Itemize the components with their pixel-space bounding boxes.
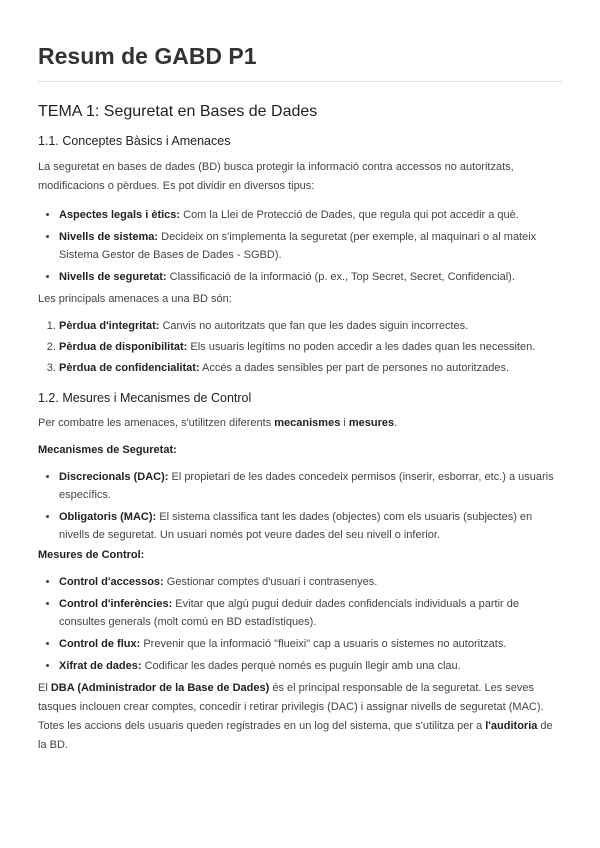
list-item bbox=[59, 657, 562, 675]
item-desc: Els usuaris legítims no poden accedir a les dades quan les necessiten. bbox=[187, 341, 536, 353]
intro-text: . bbox=[394, 417, 398, 429]
item-desc: El sistema classifica tant les dades (objectes) com els usuaris (subjectes) en nivells de seguretat. Un usuari només pot veure dades del seu nivell o inferior. bbox=[59, 511, 533, 541]
item-term: Pèrdua d'integritat: bbox=[59, 320, 160, 332]
dba-bold-term: DBA (Administrador de la Base de Dades) bbox=[50, 682, 270, 694]
intro-text: Per combatre les amenaces, s'utilitzen diferents bbox=[38, 417, 275, 429]
item-term: Control d'inferències: bbox=[59, 598, 173, 610]
intro-bold-measures: mesures bbox=[348, 417, 395, 429]
threats-intro: Les principals amenaces a una BD són: bbox=[38, 293, 232, 305]
dba-bold-audit: l'auditoria bbox=[485, 720, 538, 732]
item-desc: Gestionar comptes d'usuari i contrasenyes. bbox=[163, 576, 378, 588]
item-desc: Prevenir que la informació "flueixi" cap a usuaris o sistemes no autoritzats. bbox=[140, 638, 507, 650]
dba-text: El bbox=[38, 682, 51, 694]
controls-heading: Mesures de Control: bbox=[38, 549, 145, 561]
intro-bold-mechanisms: mecanismes bbox=[274, 417, 341, 429]
item-desc: Evitar que algú pugui deduir dades confidencials individuals a partir de consultes generals (molt comú en BD estadístiques). bbox=[59, 598, 519, 628]
threats-list bbox=[38, 317, 562, 377]
list-item bbox=[59, 508, 562, 544]
list-item bbox=[59, 635, 562, 653]
section-1-2-heading: 1.2. Mesures i Mecanismes de Control bbox=[38, 391, 252, 405]
item-term: Xifrat de dades: bbox=[59, 660, 142, 672]
section-1-2-intro bbox=[38, 414, 562, 433]
item-desc: Decideix on s'implementa la seguretat (per exemple, al maquinari o al mateix Sistema Gestor de Bases de Dades - SGBD). bbox=[59, 231, 537, 261]
dba-text: de la BD. bbox=[38, 720, 553, 751]
item-term: Nivells de sistema: bbox=[59, 231, 159, 243]
section-1-1-intro: La seguretat en bases de dades (BD) busca protegir la informació contra accessos no autoritzats, modificacions o pèrdues. Es pot dividir en diversos tipus: bbox=[38, 161, 514, 192]
item-desc: Canvis no autoritzats que fan que les dades siguin incorrectes. bbox=[159, 320, 469, 332]
mechanisms-list bbox=[38, 468, 562, 544]
item-term: Discrecionals (DAC): bbox=[59, 471, 169, 483]
list-item bbox=[59, 206, 562, 224]
item-desc: El propietari de les dades concedeix permisos (inserir, esborrar, etc.) a usuaris específics. bbox=[59, 471, 554, 501]
list-item bbox=[59, 595, 562, 631]
item-desc: Codificar les dades perquè només es puguin llegir amb una clau. bbox=[141, 660, 461, 672]
list-item bbox=[59, 268, 562, 286]
item-term: Nivells de seguretat: bbox=[59, 271, 167, 283]
controls-list bbox=[38, 573, 562, 675]
section-1-1-heading: 1.1. Conceptes Bàsics i Amenaces bbox=[38, 134, 231, 148]
list-item bbox=[59, 317, 562, 335]
item-term: Obligatoris (MAC): bbox=[59, 511, 157, 523]
page-title: Resum de GABD P1 bbox=[38, 43, 257, 69]
list-item bbox=[59, 228, 562, 264]
list-item bbox=[59, 573, 562, 591]
item-term: Control d'accessos: bbox=[59, 576, 164, 588]
mechanisms-heading: Mecanismes de Seguretat: bbox=[38, 444, 177, 456]
item-desc: Classificació de la informació (p. ex., Top Secret, Secret, Confidencial). bbox=[166, 271, 515, 283]
list-item bbox=[59, 359, 562, 377]
item-term: Control de flux: bbox=[59, 638, 141, 650]
intro-text: i bbox=[340, 417, 349, 429]
list-item bbox=[59, 338, 562, 356]
dba-paragraph bbox=[38, 679, 562, 755]
item-term: Pèrdua de disponibilitat: bbox=[59, 341, 188, 353]
item-term: Aspectes legals i ètics: bbox=[59, 209, 181, 221]
dba-text: és el principal responsable de la seguretat. Les seves tasques inclouen crear comptes, concedir i retirar privilegis (DAC) i assignar nivells de seguretat (MAC). Totes les accions dels usuaris queden registrades en un log del sistema, que s'utilitza per a bbox=[38, 682, 544, 732]
tema-heading: TEMA 1: Seguretat en Bases de Dades bbox=[38, 103, 318, 120]
list-item bbox=[59, 468, 562, 504]
item-desc: Com la Llei de Protecció de Dades, que regula qui pot accedir a què. bbox=[180, 209, 519, 221]
security-types-list bbox=[38, 206, 562, 286]
title-divider bbox=[38, 81, 562, 82]
item-term: Pèrdua de confidencialitat: bbox=[59, 362, 200, 374]
item-desc: Accés a dades sensibles per part de persones no autoritzades. bbox=[199, 362, 510, 374]
